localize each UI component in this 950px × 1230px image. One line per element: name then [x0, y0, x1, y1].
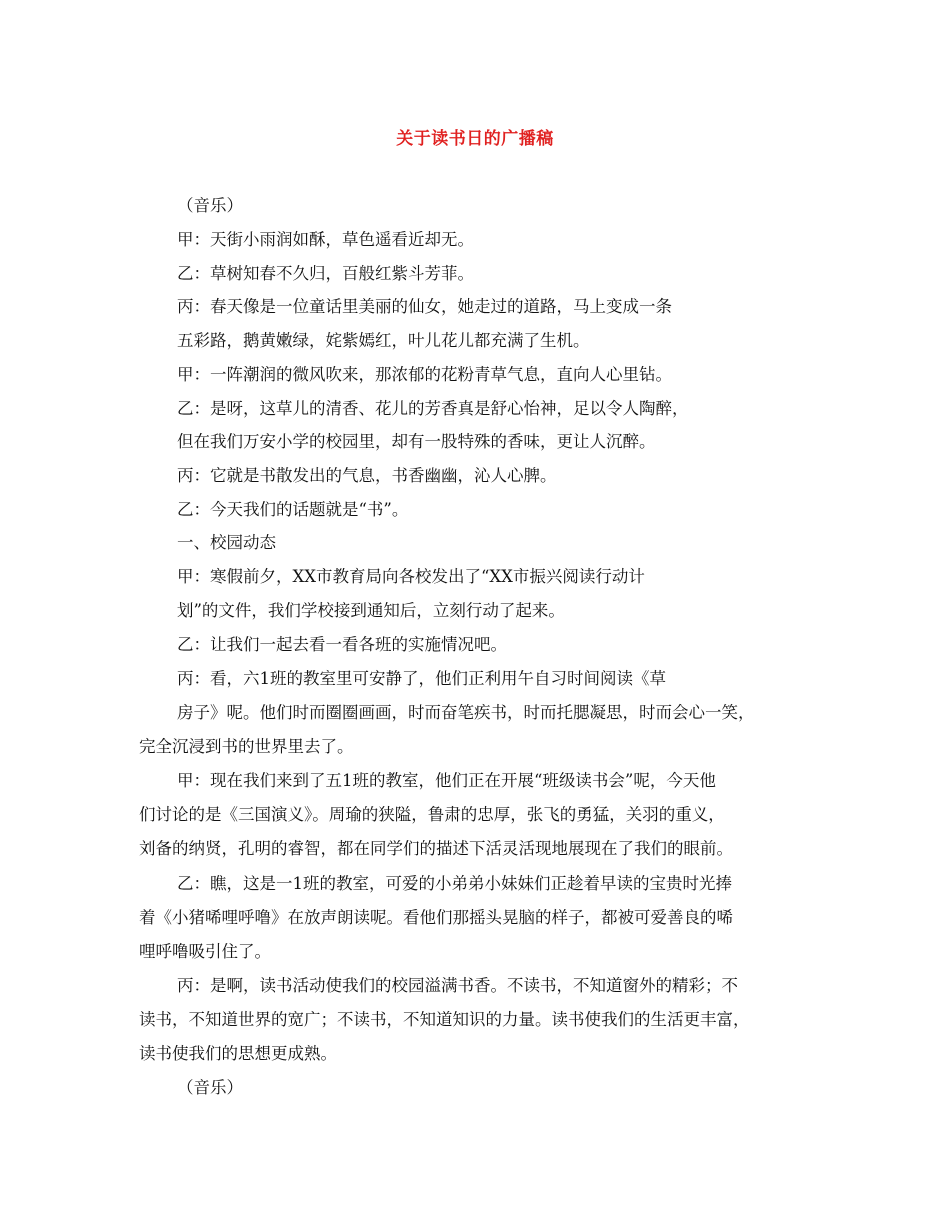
paragraph-line: 划”的文件，我们学校接到通知后，立刻行动了起来。 [177, 601, 565, 620]
section-heading: 一、校园动态 [177, 533, 276, 552]
paragraph-line: 甲：现在我们来到了五1班的教室，他们正在开展“班级读书会”呢，今天他 [177, 771, 716, 790]
paragraph-line: 乙：草树知春不久归，百般红紫斗芳菲。 [177, 264, 474, 283]
paragraph-line: 们讨论的是《三国演义》。周瑜的狭隘，鲁肃的忠厚，张飞的勇猛，关羽的重义， [139, 805, 725, 824]
paragraph-line: 乙：是呀，这草儿的清香、花儿的芳香真是舒心怡神，足以令人陶醉， [177, 399, 689, 418]
paragraph-line: 乙：让我们一起去看一看各班的实施情况吧。 [177, 635, 507, 654]
paragraph-line: 着《小猪唏哩呼噜》在放声朗读呢。看他们那摇头晃脑的样子，都被可爱善良的唏 [139, 908, 733, 927]
paragraph-line: （音乐） [177, 1078, 243, 1097]
paragraph-line: 丙：是啊，读书活动使我们的校园溢满书香。不读书，不知道窗外的精彩；不 [177, 976, 738, 995]
page-title: 关于读书日的广播稿 [396, 129, 554, 149]
paragraph-line: 丙：它就是书散发出的气息，书香幽幽，沁人心脾。 [177, 466, 557, 485]
paragraph-line: 完全沉浸到书的世界里去了。 [139, 737, 354, 756]
paragraph-line: 乙：今天我们的话题就是“书”。 [177, 500, 409, 519]
paragraph-line: 但在我们万安小学的校园里，却有一股特殊的香味，更让人沉醉。 [177, 432, 656, 451]
paragraph-line: 哩呼噜吸引住了。 [139, 942, 271, 961]
paragraph-line: 读书，不知道世界的宽广；不读书，不知道知识的力量。读书使我们的生活更丰富， [139, 1010, 750, 1029]
paragraph-line: 甲：天街小雨润如酥，草色遥看近却无。 [177, 230, 474, 249]
paragraph-line: 乙：瞧，这是一1班的教室，可爱的小弟弟小妹妹们正趁着早读的宝贵时光捧 [177, 874, 732, 893]
paragraph-line: 五彩路，鹅黄嫩绿，姹紫嫣红，叶儿花儿都充满了生机。 [177, 331, 590, 350]
paragraph-line: 房子》呢。他们时而圈圈画画，时而奋笔疾书，时而托腮凝思，时而会心一笑， [177, 703, 755, 722]
paragraph-line: 丙：看，六1班的教室里可安静了，他们正利用午自习时间阅读《草 [177, 669, 666, 688]
paragraph-line: 甲：一阵潮润的微风吹来，那浓郁的花粉青草气息，直向人心里钻。 [177, 365, 672, 384]
paragraph-line: 刘备的纳贤，孔明的睿智，都在同学们的描述下活灵活现地展现在了我们的眼前。 [139, 839, 733, 858]
paragraph-line: （音乐） [177, 196, 243, 215]
paragraph-line: 读书使我们的思想更成熟。 [139, 1044, 337, 1063]
paragraph-line: 丙：春天像是一位童话里美丽的仙女，她走过的道路，马上变成一条 [177, 297, 672, 316]
paragraph-line: 甲：寒假前夕，XX市教育局向各校发出了“XX市振兴阅读行动计 [177, 567, 645, 586]
